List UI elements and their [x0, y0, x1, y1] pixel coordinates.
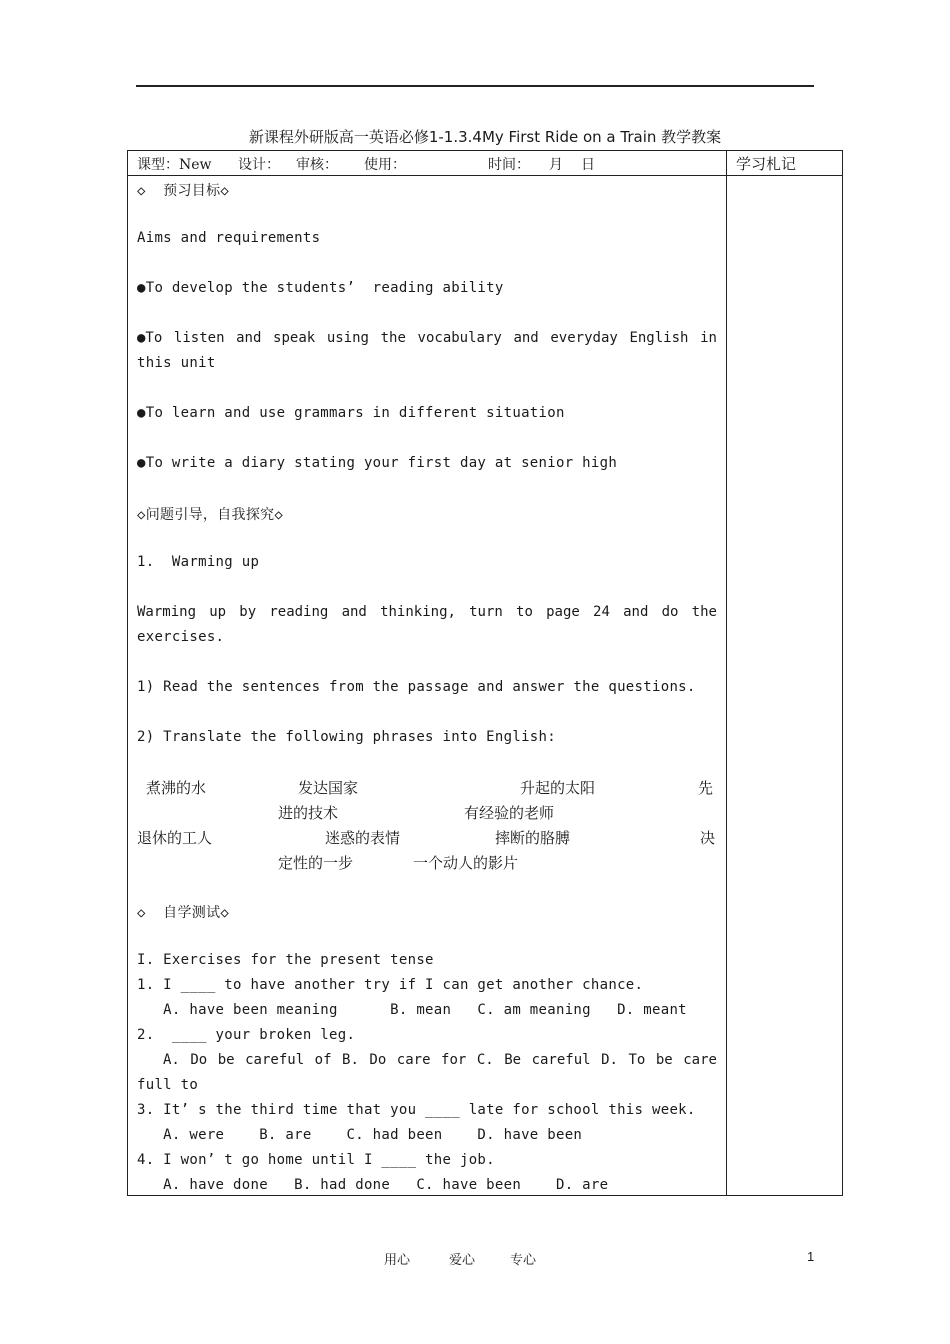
- word: Warming: [137, 604, 197, 620]
- phrase: 摔断的胳膊: [495, 829, 571, 847]
- phrase: 发达国家: [298, 779, 359, 797]
- word: English: [629, 330, 689, 346]
- footer-text: 专心: [510, 1253, 537, 1268]
- word: in: [700, 330, 717, 346]
- month-label: 月: [549, 157, 563, 173]
- use-label: 使用：: [364, 157, 406, 173]
- phrase: 有经验的老师: [464, 804, 555, 822]
- word: Do: [369, 1052, 387, 1068]
- phrase: 煮沸的水: [146, 779, 207, 797]
- phrase: 迷惑的表情: [325, 829, 401, 847]
- question-2-options: [163, 1052, 717, 1068]
- phrase: 进的技术: [278, 804, 339, 822]
- question-4: 4. I won’ t go home until I ____ the job.: [137, 1152, 495, 1168]
- word: do: [661, 604, 679, 620]
- preview-heading: ◇ 预习目标◇: [137, 183, 230, 199]
- word: to: [516, 604, 533, 620]
- guide-heading: ◇问题引导，自我探究◇: [137, 507, 284, 523]
- aims-heading: Aims and requirements: [137, 230, 321, 246]
- page-number: 1: [807, 1249, 815, 1264]
- question-2: 2. ____ your broken leg.: [137, 1027, 356, 1043]
- word: careful: [245, 1052, 305, 1068]
- word: Be: [504, 1052, 522, 1068]
- exercise-heading: I. Exercises for the present tense: [137, 952, 434, 968]
- word: be: [655, 1052, 673, 1068]
- word: B.: [342, 1052, 359, 1068]
- word: everyday: [550, 330, 618, 346]
- word: D.: [601, 1052, 618, 1068]
- column-divider: [726, 151, 727, 1195]
- word: 24: [593, 604, 610, 620]
- study-notes-header: 学习札记: [736, 155, 797, 173]
- task-2: 2) Translate the following phrases into English:: [137, 729, 556, 745]
- word: be: [217, 1052, 235, 1068]
- word: and: [341, 604, 367, 620]
- aim-bullet: ●To write a diary stating your first day at senior high: [137, 455, 618, 471]
- word: listen: [173, 330, 225, 346]
- word: using: [326, 330, 369, 346]
- word: for: [441, 1052, 467, 1068]
- word: up: [209, 604, 227, 620]
- question-3: 3. It’ s the third time that you ____ late for school this week.: [137, 1102, 696, 1118]
- self-test-heading: ◇ 自学测试◇: [137, 905, 230, 921]
- document-title: 新课程外研版高一英语必修1-1.3.4My First Ride on a Train 教学教案: [248, 128, 722, 146]
- phrase: 退休的工人: [137, 829, 213, 847]
- review-label: 审核：: [296, 157, 338, 173]
- phrase: 定性的一步: [278, 854, 354, 872]
- aim-bullet: ●To develop the students’ reading ability: [137, 280, 504, 296]
- word: the: [691, 604, 717, 620]
- aim-bullet-continued: this unit: [137, 355, 216, 371]
- design-label: 设计：: [238, 157, 280, 173]
- question-3-options: A. were B. are C. had been D. have been: [137, 1127, 583, 1143]
- word: speak: [273, 330, 316, 346]
- word: page: [546, 604, 580, 620]
- warming-up-instruction: [137, 604, 717, 620]
- word: ●To: [137, 330, 163, 346]
- task-1: 1) Read the sentences from the passage and answer the questions.: [137, 679, 696, 695]
- word: turn: [469, 604, 503, 620]
- word: Do: [190, 1052, 208, 1068]
- phrase: 先: [698, 779, 714, 797]
- day-label: 日: [581, 157, 595, 173]
- warming-up-heading: 1. Warming up: [137, 554, 260, 570]
- aim-bullet-justified: [137, 330, 717, 346]
- word: vocabulary: [417, 330, 502, 346]
- word: To: [628, 1052, 646, 1068]
- question-2-options-continued: full to: [137, 1077, 199, 1093]
- footer-text: 用心: [384, 1253, 411, 1268]
- aim-bullet: ●To learn and use grammars in different situation: [137, 405, 565, 421]
- warming-up-instruction-continued: exercises.: [137, 629, 225, 645]
- lesson-type-label: 课型：New: [137, 157, 212, 173]
- word: and: [623, 604, 649, 620]
- question-4-options: A. have done B. had done C. have been D. are: [137, 1177, 609, 1193]
- top-rule: [136, 85, 814, 87]
- phrase: 一个动人的影片: [413, 854, 519, 872]
- question-1-options: A. have been meaning B. mean C. am meaning D. meant: [137, 1002, 687, 1018]
- word: thinking,: [380, 604, 456, 620]
- word: the: [380, 330, 406, 346]
- phrase: 决: [700, 829, 716, 847]
- word: reading: [269, 604, 329, 620]
- phrase: 升起的太阳: [520, 779, 596, 797]
- word: care: [683, 1052, 717, 1068]
- word: and: [513, 330, 539, 346]
- word: C.: [476, 1052, 494, 1068]
- table-header-row: [128, 151, 842, 176]
- word: careful: [531, 1052, 591, 1068]
- lesson-table: [127, 150, 843, 1196]
- word: of: [314, 1052, 332, 1068]
- question-1: 1. I ____ to have another try if I can get another chance.: [137, 977, 644, 993]
- word: A.: [163, 1052, 180, 1068]
- word: and: [236, 330, 262, 346]
- time-label: 时间：: [488, 157, 530, 173]
- footer-text: 爱心: [449, 1253, 476, 1268]
- word: by: [239, 604, 257, 620]
- word: care: [396, 1052, 431, 1068]
